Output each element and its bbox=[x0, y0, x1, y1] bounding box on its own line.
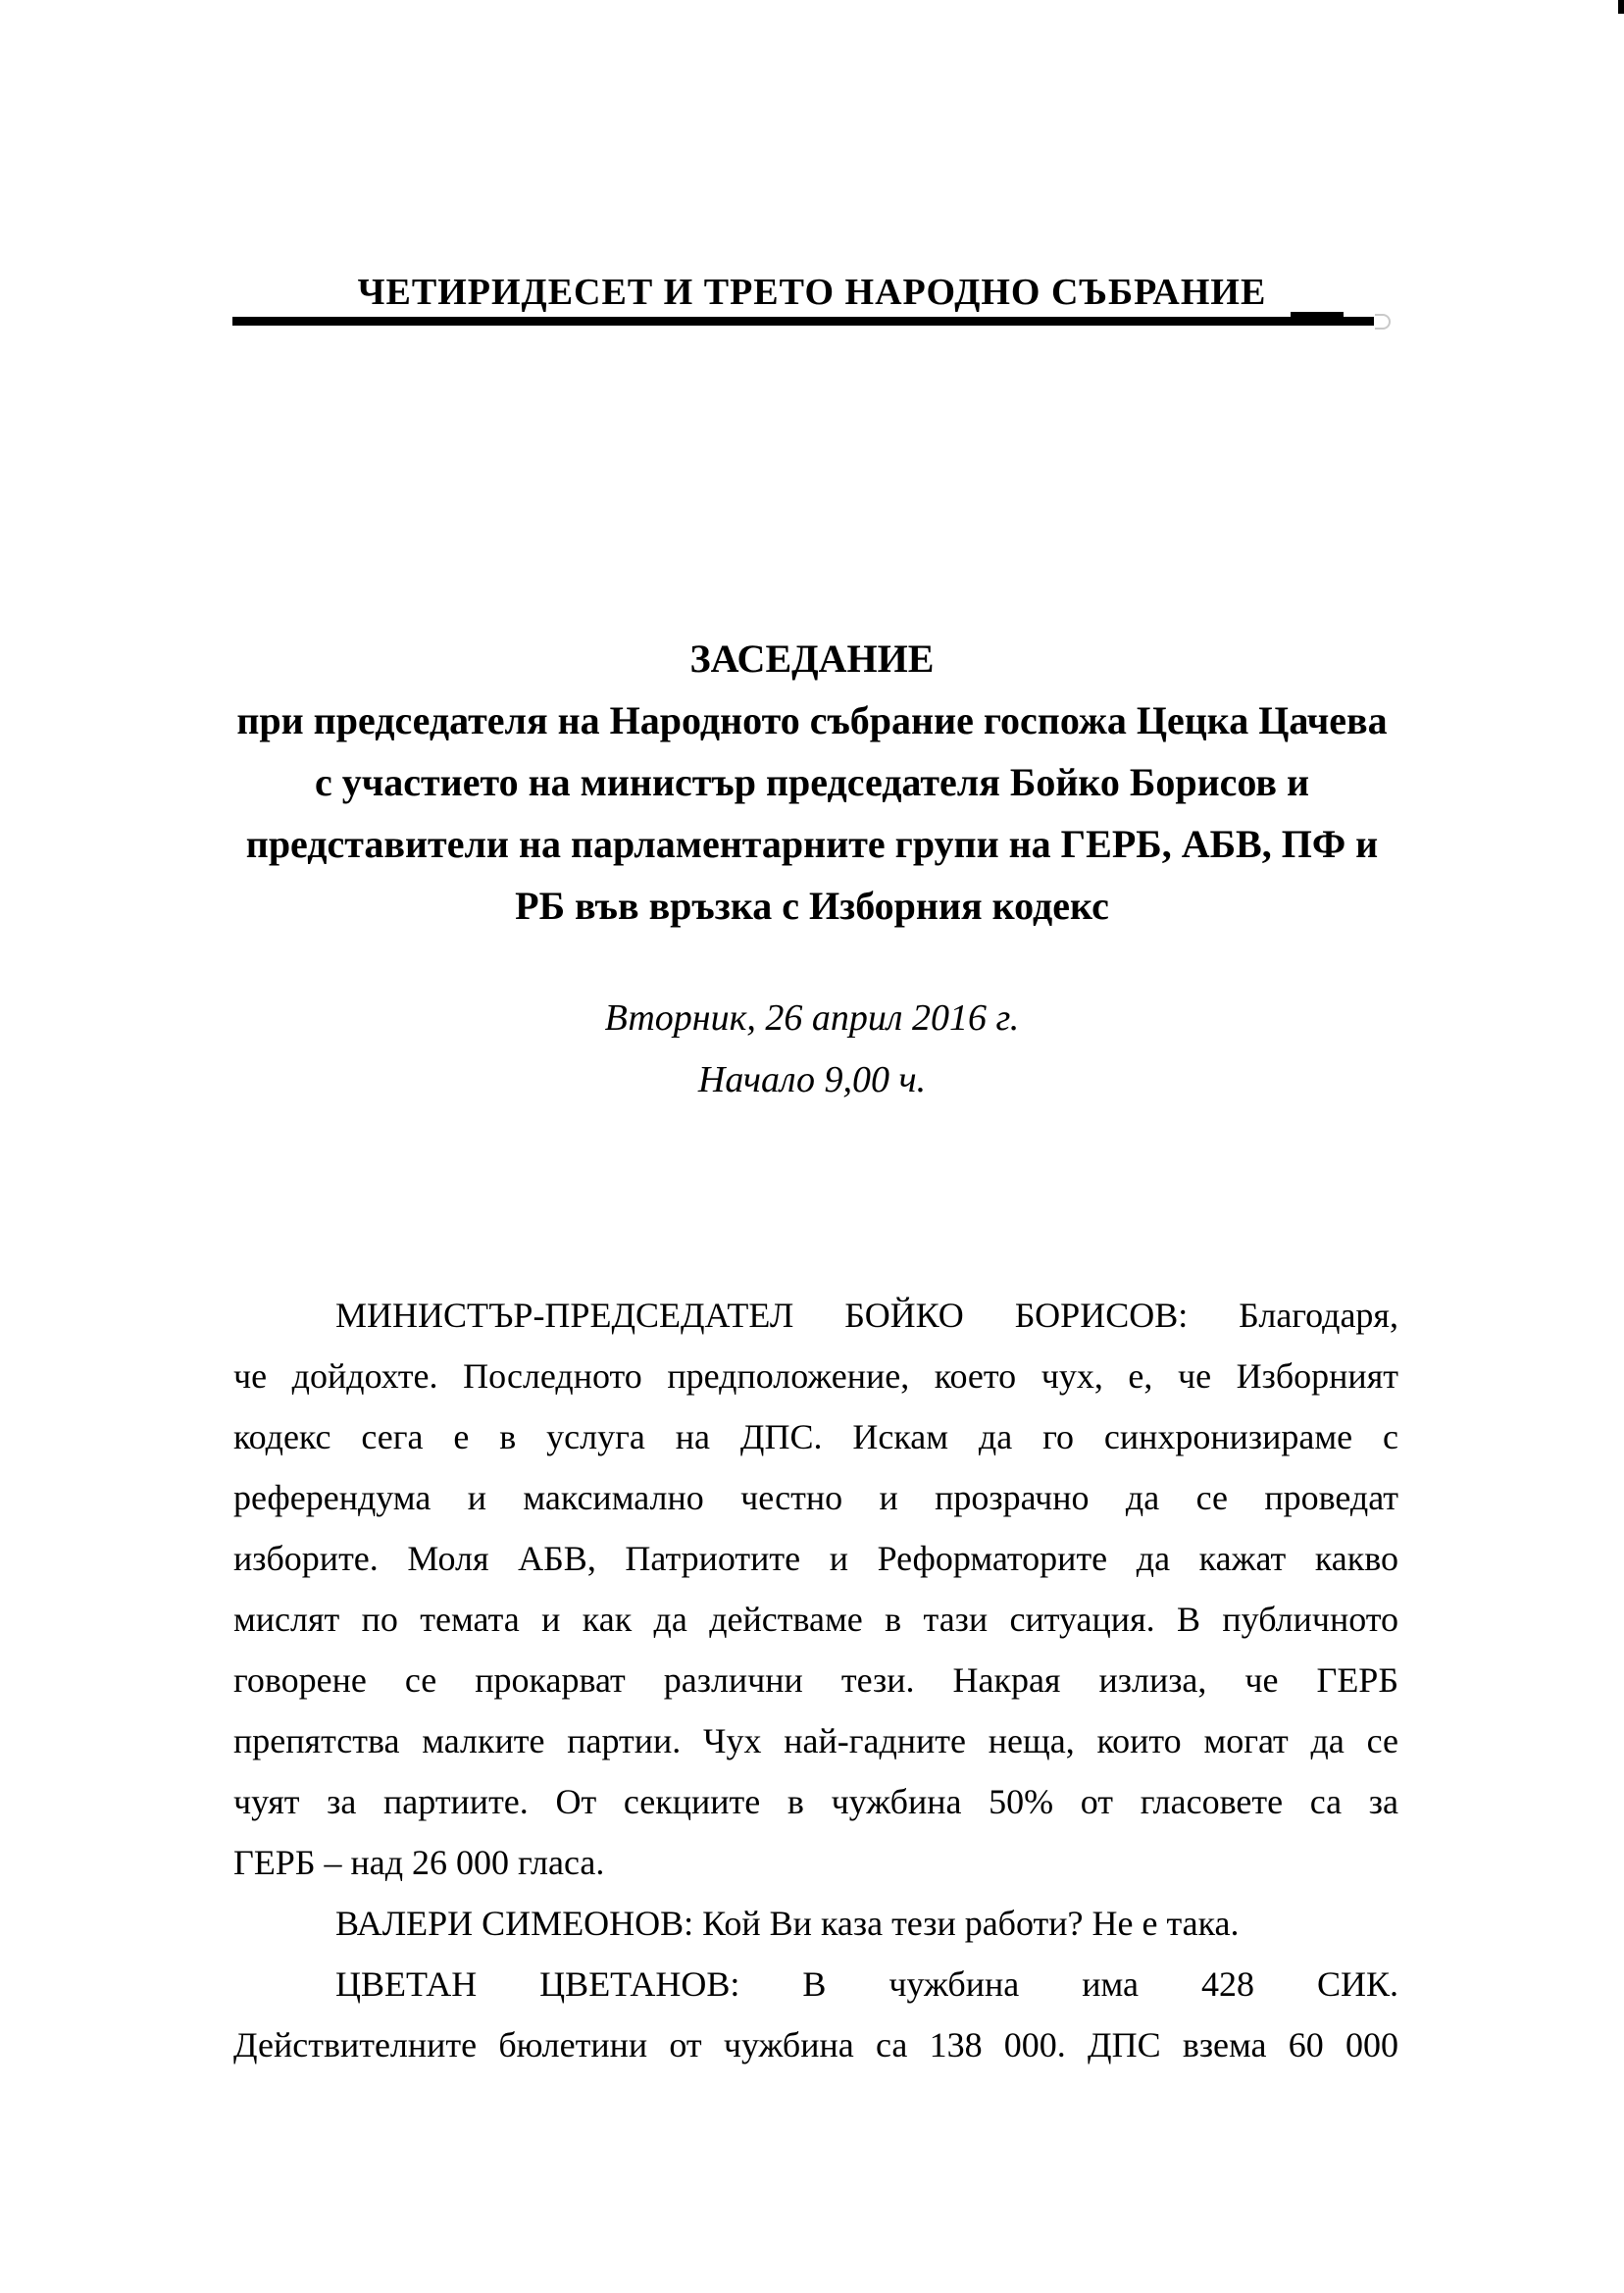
session-heading-line: РБ във връзка с Изборния кодекс bbox=[515, 884, 1109, 928]
transcript-line: кодекс сега е в услуга на ДПС. Искам да го синхронизираме с bbox=[233, 1417, 1398, 1456]
transcript-line: ЦВЕТАН ЦВЕТАНОВ: В чужбина има 428 СИК. bbox=[335, 1964, 1398, 2004]
transcript-line: ГЕРБ – над 26 000 гласа. bbox=[233, 1843, 605, 1882]
session-heading-line: представители на парламентарните групи на ГЕРБ, АБВ, ПФ и bbox=[245, 822, 1379, 866]
session-heading-line: с участието на министър председателя Бойко Борисов и bbox=[314, 760, 1310, 804]
session-date: Вторник, 26 април 2016 г. bbox=[604, 997, 1020, 1039]
transcript-line: МИНИСТЪР-ПРЕДСЕДАТЕЛ БОЙКО БОРИСОВ: Благодаря, bbox=[335, 1296, 1398, 1335]
speech-paragraph-simeonov bbox=[233, 1893, 1398, 1954]
session-heading-line: ЗАСЕДАНИЕ bbox=[689, 637, 935, 681]
transcript-line: изборите. Моля АБВ, Патриотите и Реформаторите да кажат какво bbox=[233, 1539, 1398, 1578]
transcript-line: чуят за партиите. От секциите в чужбина 50% от гласовете са за bbox=[233, 1782, 1398, 1821]
transcript-line: ВАЛЕРИ СИМЕОНОВ: Кой Ви каза тези работи? Не е така. bbox=[335, 1904, 1240, 1943]
scan-artifact-corner bbox=[1618, 0, 1624, 14]
transcript-line: Действителните бюлетини от чужбина са 138 000. ДПС взема 60 000 bbox=[233, 2025, 1398, 2064]
speech-paragraph-tsvetanov bbox=[233, 1954, 1398, 2075]
speech-paragraph-borisov bbox=[233, 1285, 1398, 1893]
session-when bbox=[0, 988, 1624, 1111]
session-start-time: Начало 9,00 ч. bbox=[697, 1059, 927, 1100]
title-underline bbox=[232, 317, 1374, 326]
transcript-line: говорене се прокарват различни тези. Накрая излиза, че ГЕРБ bbox=[233, 1660, 1398, 1700]
session-heading bbox=[0, 628, 1624, 937]
scan-artifact-blob bbox=[1291, 312, 1344, 321]
transcript-line: препятства малките партии. Чух най-гадните неща, които могат да се bbox=[233, 1721, 1398, 1760]
document-title: ЧЕТИРИДЕСЕТ И ТРЕТО НАРОДНО СЪБРАНИЕ bbox=[357, 272, 1267, 313]
transcript bbox=[233, 1285, 1398, 2075]
session-heading-line: при председателя на Народното събрание госпожа Цецка Цачева bbox=[236, 698, 1388, 742]
transcript-line: референдума и максимално честно и прозрачно да се проведат bbox=[233, 1478, 1398, 1517]
scan-artifact-tail bbox=[1375, 314, 1391, 330]
transcript-line: че дойдохте. Последното предположение, което чух, е, че Изборният bbox=[233, 1356, 1398, 1396]
transcript-line: мислят по темата и как да действаме в тази ситуация. В публичното bbox=[233, 1600, 1398, 1639]
